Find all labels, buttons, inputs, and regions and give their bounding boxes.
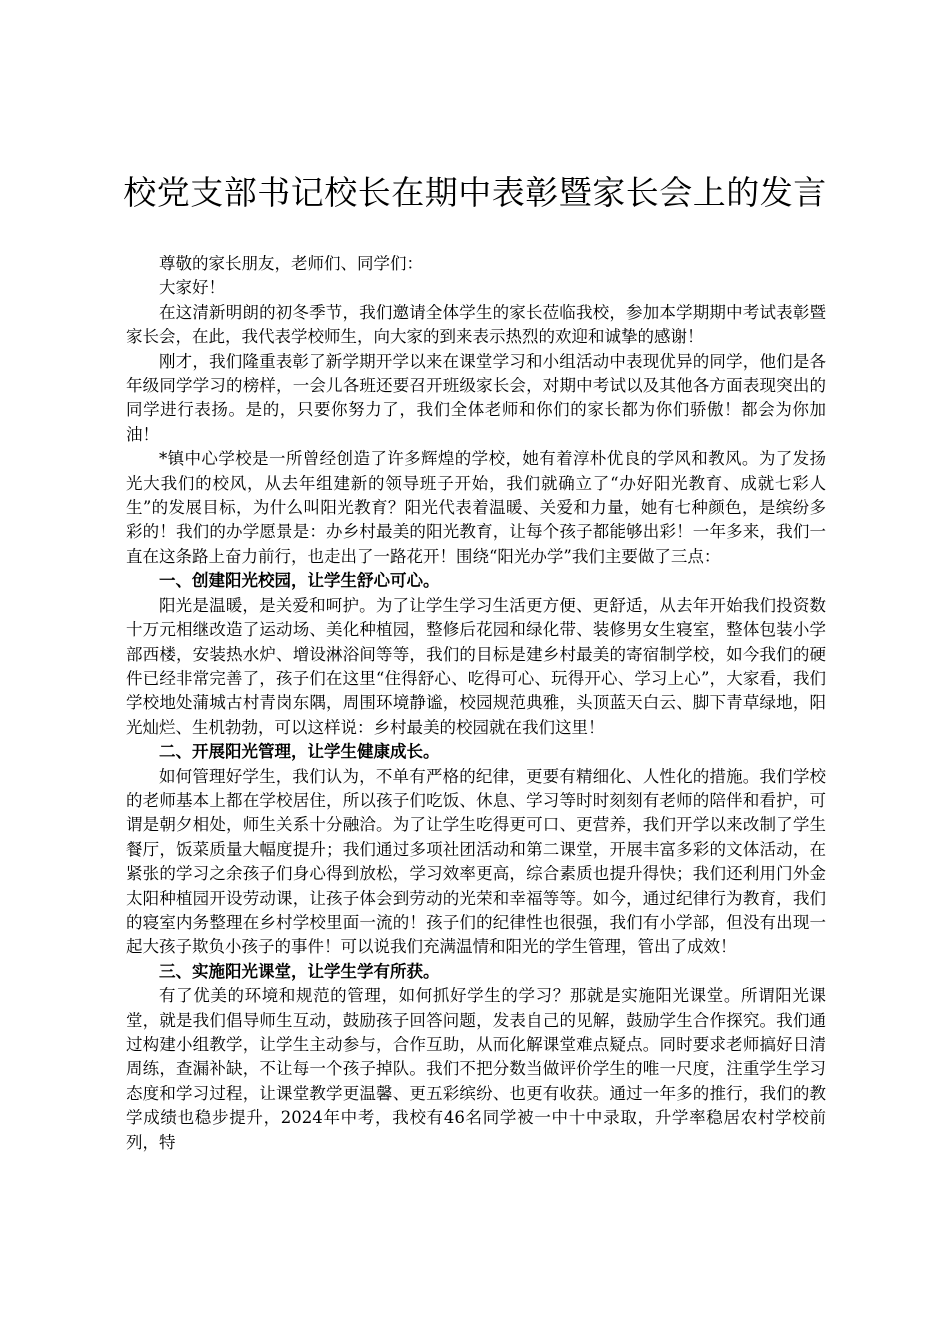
paragraph: 尊敬的家长朋友，老师们、同学们：: [159, 254, 423, 273]
section-heading: 一、创建阳光校园，让学生舒心可心。: [159, 571, 440, 591]
section-heading: 三、实施阳光课堂，让学生学有所获。: [159, 961, 440, 981]
document-title: 校党支部书记校长在期中表彰暨家长会上的发言: [123, 173, 827, 212]
paragraph: 如何管理好学生，我们认为，不单有严格的纪律，更要有精细化、人性化的措施。我们学校的老师基本上都在学校居住，所以孩子们吃饭、休息、学习等时时刻刻有老师的陪伴和看护，可谓是朝夕相处，师生关系十分融洽。为了让学生吃得更可口、更营养，我们开学以来改制了学生餐厅，饭菜质量大幅度提升；我们通过多项社团活动和第二课堂，开展丰富多彩的文体活动，在紧张的学习之余孩子们身心得到放松，学习效率更高，综合素质也提升得快；我们还利用门外金太阳种植园开设劳动课，让孩子体会到劳动的光荣和幸福等等。如今，通过纪律行为教育，我们的寝室内务整理在乡村学校里面一流的！孩子们的纪律性也很强，我们有小学部，但没有出现一起大孩子欺负小孩子的事件！可以说我们充满温情和阳光的学生管理，管出了成效！: [126, 766, 826, 957]
section-heading: 二、开展阳光管理，让学生健康成长。: [159, 742, 440, 762]
paragraph: 大家好！: [159, 278, 225, 298]
paragraph: 在这清新明朗的初冬季节，我们邀请全体学生的家长莅临我校，参加本学期期中考试表彰暨家长会，在此，我代表学校师生，向大家的到来表示热烈的欢迎和诚挚的感谢！: [126, 302, 826, 347]
document-body: [126, 252, 826, 1155]
paragraph: *镇中心学校是一所曾经创造了许多辉煌的学校，她有着淳朴优良的学风和教风。为了发扬光大我们的校风，从去年组建新的领导班子开始，我们就确立了“办好阳光教育、成就七彩人生”的发展目标，为什么叫阳光教育？阳光代表着温暖、关爱和力量，她有七种颜色，是缤纷多彩的！我们的办学愿景是：办乡村最美的阳光教育，让每个孩子都能够出彩！一年多来，我们一直在这条路上奋力前行，也走出了一路花开！围绕“阳光办学”我们主要做了三点：: [126, 449, 826, 566]
paragraph: 刚才，我们隆重表彰了新学期开学以来在课堂学习和小组活动中表现优异的同学，他们是各年级同学学习的榜样，一会儿各班还要召开班级家长会，对期中考试以及其他各方面表现突出的同学进行表扬。是的，只要你努力了，我们全体老师和你们的家长都为你们骄傲！都会为你加油！: [126, 351, 826, 444]
paragraph: 有了优美的环境和规范的管理，如何抓好学生的学习？那就是实施阳光课堂。所谓阳光课堂，就是我们倡导师生互动，鼓励孩子回答问题，发表自己的见解，鼓励学生合作探究。我们通过构建小组教学，让学生主动参与，合作互助，从而化解课堂难点疑点。同时要求老师搞好日清周练，查漏补缺，不让每一个孩子掉队。我们不把分数当做评价学生的唯一尺度，注重学生学习态度和学习过程，让课堂教学更温馨、更五彩缤纷、也更有收获。通过一年多的推行，我们的教学成绩也稳步提升，2024年中考，我校有46名同学被一中十中录取，升学率稳居农村学校前列，特: [126, 986, 826, 1152]
paragraph: 阳光是温暖，是关爱和呵护。为了让学生学习生活更方便、更舒适，从去年开始我们投资数十万元相继改造了运动场、美化种植园，整修后花园和绿化带、装修男女生寝室，整体包装小学部西楼，安装热水炉、增设淋浴间等等，我们的目标是建乡村最美的寄宿制学校，如今我们的硬件已经非常完善了，孩子们在这里“住得舒心、吃得可心、玩得开心、学习上心”，大家看，我们学校地处蒲城古村青岗东隅，周围环境静谧，校园规范典雅，头顶蓝天白云、脚下青草绿地，阳光灿烂、生机勃勃，可以这样说：乡村最美的校园就在我们这里！: [126, 595, 826, 737]
